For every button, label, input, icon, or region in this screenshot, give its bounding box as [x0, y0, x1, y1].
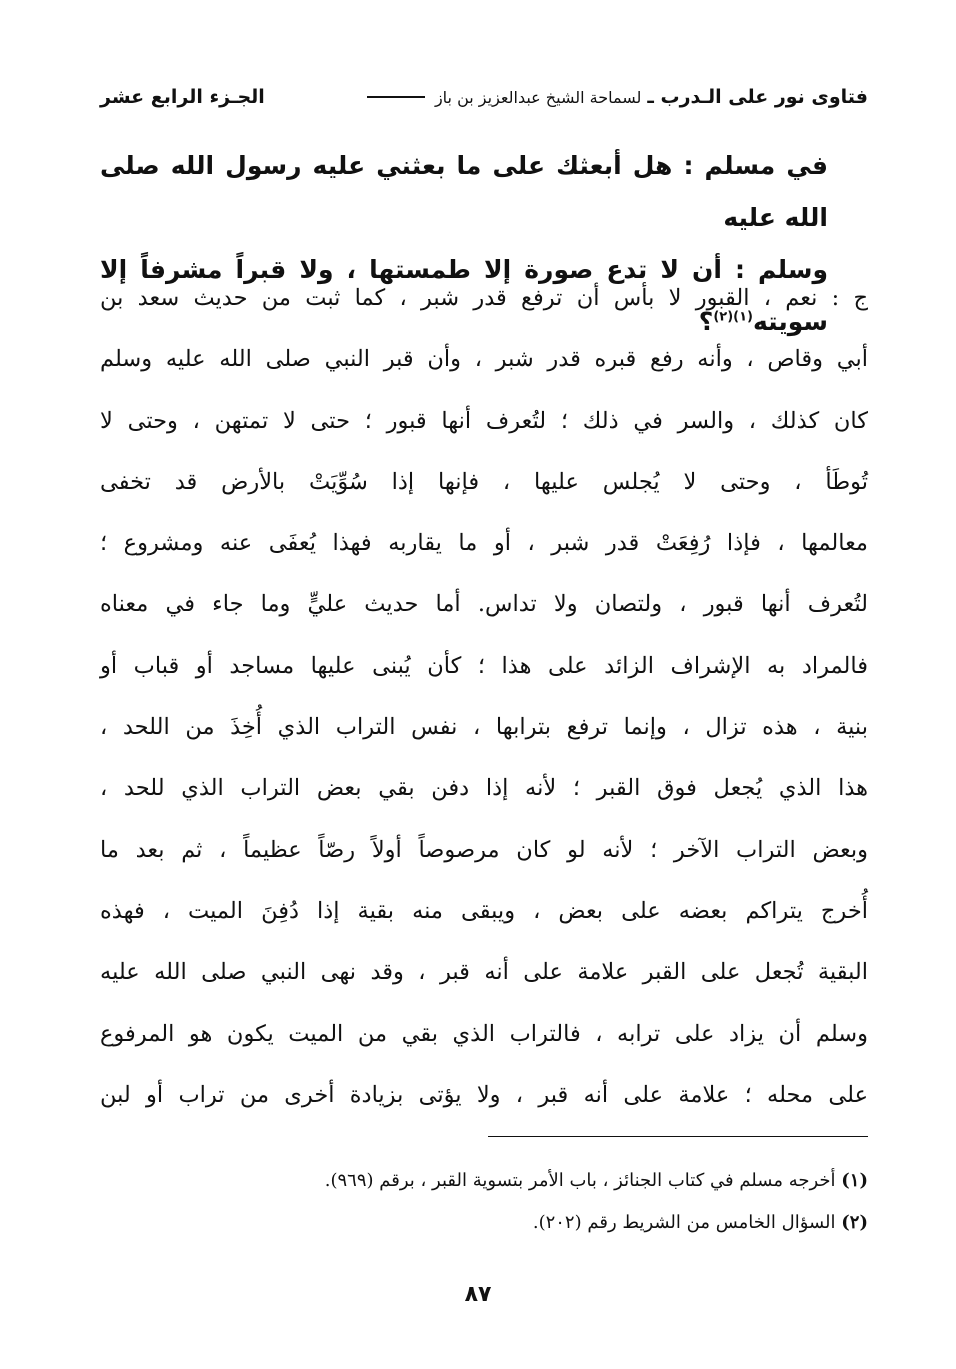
- footnotes: [100, 1160, 868, 1244]
- footnote-text: السؤال الخامس من الشريط رقم (٢٠٢).: [532, 1212, 836, 1233]
- answer-line: هذا الذي يُجعل فوق القبر ؛ لأنه إذا دفن بقي بعض التراب الذي للحد ،: [100, 775, 868, 802]
- question-line-2: وسلم : أن لا تدع صورة إلا طمستها ، ولا قبراً مشرفاً إلا سويته: [100, 255, 828, 336]
- header-book-title: فتاوى نور على الـدرب ـ: [647, 86, 868, 108]
- footnote-number: (١): [841, 1170, 868, 1191]
- answer-line: معالمها ، فإذا رُفِعَتْ قدر شبر ، أو ما يقاربه فهذا يُعفَى عنه ومشروع ؛: [100, 530, 868, 557]
- question-mark: ؟: [698, 307, 714, 336]
- answer-line: على محله ؛ علامة على أنه قبر ، ولا يؤتى بزيادة أخرى من تراب أو لبن: [100, 1081, 868, 1108]
- header-volume: الجـزء الرابع عشر: [100, 86, 265, 108]
- footnote-number: (٢): [841, 1212, 868, 1233]
- answer-line: بنية ، هذه تزال ، وإنما ترفع بترابها ، نفس التراب الذي أُخِذَ من اللحد ،: [100, 714, 868, 741]
- running-header: [100, 80, 868, 114]
- answer-line: البقية تُجعل على القبر علامة على أنه قبر ، وقد نهى النبي صلى الله عليه: [100, 959, 869, 986]
- page-number: ٨٧: [464, 1282, 492, 1307]
- answer-line: لتُعرف أنها قبور ، ولتصان ولا تداس. أما حديث عليٍّ وما جاء في معناه: [100, 591, 868, 618]
- answer-line: وسلم أن يزاد على ترابه ، فالتراب الذي بقي من الميت يكون هو المرفوع: [100, 1020, 868, 1047]
- header-divider: [367, 96, 425, 98]
- footnote-1: [100, 1160, 868, 1202]
- answer-line: كان كذلك ، والسر في ذلك ؛ لتُعرف أنها قبور ؛ حتى لا تمتهن ، وحتى لا: [100, 407, 868, 434]
- header-book-info: [363, 86, 868, 108]
- question-footnote-refs: (١)(٢): [713, 309, 753, 325]
- header-book-subtitle: لسماحة الشيخ عبدالعزيز بن باز: [434, 87, 642, 107]
- answer-line: أُخرج يتراكم بعضه على بعض ، ويبقى منه بقية إذا دُفِنَ الميت ، فهذه: [100, 897, 868, 924]
- answer-text: [100, 268, 868, 1126]
- answer-line: تُوطَأ ، وحتى لا يُجلس عليها ، فإنها إذا سُوِّيَتْ بالأرض قد تخفى: [100, 468, 868, 495]
- footnote-text: أخرجه مسلم في كتاب الجنائز ، باب الأمر بتسوية القبر ، برقم (٩٦٩).: [324, 1170, 836, 1191]
- answer-line: وبعض التراب الآخر ؛ لأنه لو كان مرصوصاً أولاً رصّاً عظيماً ، ثم بعد ما: [100, 836, 868, 863]
- answer-line: ج : نعم ، القبور لا بأس أن ترفع قدر شبر ، كما ثبت من حديث سعد بن: [100, 285, 868, 311]
- footnote-separator: [488, 1136, 868, 1137]
- answer-line: أبي وقاص ، وأنه رفع قبره قدر شبر ، وأن قبر النبي صلى الله عليه وسلم: [100, 346, 868, 373]
- question-line-1: في مسلم : هل أبعثك على ما بعثني عليه رسول الله صلى الله عليه: [100, 151, 828, 232]
- footnote-2: [100, 1202, 868, 1244]
- answer-line: فالمراد به الإشراف الزائد على هذا ؛ كأن يُبنى عليها مساجد أو قباب أو: [100, 652, 868, 679]
